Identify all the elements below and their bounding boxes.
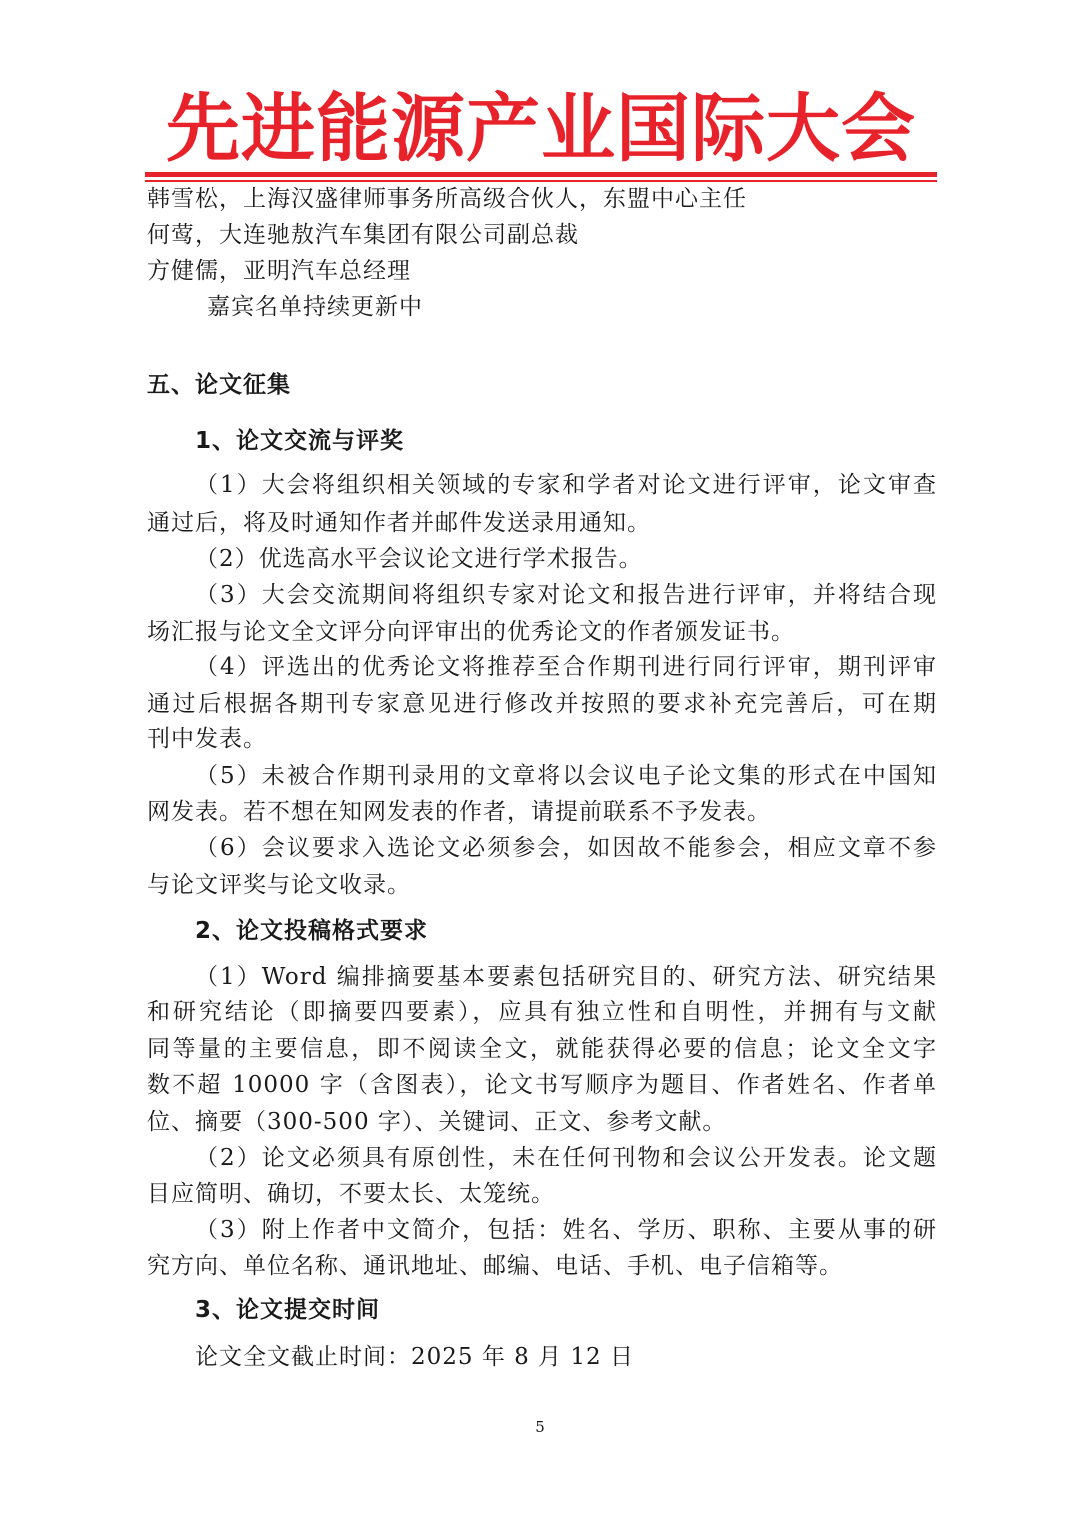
paragraph-line: 通过后根据各期刊专家意见进行修改并按照的要求补充完善后，可在期: [147, 691, 937, 717]
paragraph-line: 与论文评奖与论文收录。: [147, 872, 411, 898]
guest-line: 何莺，大连驰敖汽车集团有限公司副总裁: [147, 222, 579, 248]
conference-title: 先进能源产业国际大会: [166, 86, 916, 172]
subsection-title: 2、论文投稿格式要求: [195, 918, 429, 944]
paragraph-line: 数不超 10000 字（含图表），论文书写顺序为题目、作者姓名、作者单: [147, 1072, 937, 1098]
paragraph-line: （2）论文必须具有原创性，未在任何刊物和会议公开发表。论文题: [195, 1145, 937, 1171]
paragraph-line: （4）评选出的优秀论文将推荐至合作期刊进行同行评审，期刊评审: [195, 654, 937, 680]
subsection-title: 3、论文提交时间: [195, 1297, 381, 1323]
paragraph-line: （6）会议要求入选论文必须参会，如因故不能参会，相应文章不参: [195, 835, 937, 861]
paragraph-line: 网发表。若不想在知网发表的作者，请提前联系不予发表。: [147, 799, 771, 825]
paragraph-line: 场汇报与论文全文评分向评审出的优秀论文的作者颁发证书。: [147, 619, 795, 645]
paragraph-line: 通过后，将及时通知作者并邮件发送录用通知。: [147, 510, 651, 536]
paragraph-line: （3）附上作者中文简介，包括：姓名、学历、职称、主要从事的研: [195, 1217, 937, 1243]
paragraph-line: 位、摘要（300-500 字）、关键词、正文、参考文献。: [147, 1109, 727, 1135]
paragraph-line: （3）大会交流期间将组织专家对论文和报告进行评审，并将结合现: [195, 582, 937, 608]
subsection-title: 1、论文交流与评奖: [195, 428, 405, 454]
paragraph-line: （1）Word 编排摘要基本要素包括研究目的、研究方法、研究结果: [195, 964, 937, 990]
section-title: 五、论文征集: [147, 372, 291, 398]
paragraph-line: 究方向、单位名称、通讯地址、邮编、电话、手机、电子信箱等。: [147, 1253, 843, 1279]
paragraph-line: （5）未被合作期刊录用的文章将以会议电子论文集的形式在中国知: [195, 763, 937, 789]
guest-line: 方健儒，亚明汽车总经理: [147, 258, 411, 284]
paragraph-line: （1）大会将组织相关领域的专家和学者对论文进行评审，论文审查: [195, 472, 937, 498]
header-rule-thick: [145, 172, 937, 177]
deadline-text: 论文全文截止时间：2025 年 8 月 12 日: [195, 1344, 634, 1370]
page-number: 5: [535, 1418, 545, 1436]
guest-line: 韩雪松，上海汉盛律师事务所高级合伙人，东盟中心主任: [147, 186, 747, 212]
paragraph-line: 和研究结论（即摘要四要素），应具有独立性和自明性，并拥有与文献: [147, 999, 937, 1025]
paragraph-line: 刊中发表。: [147, 726, 267, 752]
paragraph-line: （2）优选高水平会议论文进行学术报告。: [195, 546, 643, 572]
paragraph-line: 目应简明、确切，不要太长、太笼统。: [147, 1181, 555, 1207]
guest-note: 嘉宾名单持续更新中: [207, 294, 423, 320]
paragraph-line: 同等量的主要信息，即不阅读全文，就能获得必要的信息；论文全文字: [147, 1036, 937, 1062]
